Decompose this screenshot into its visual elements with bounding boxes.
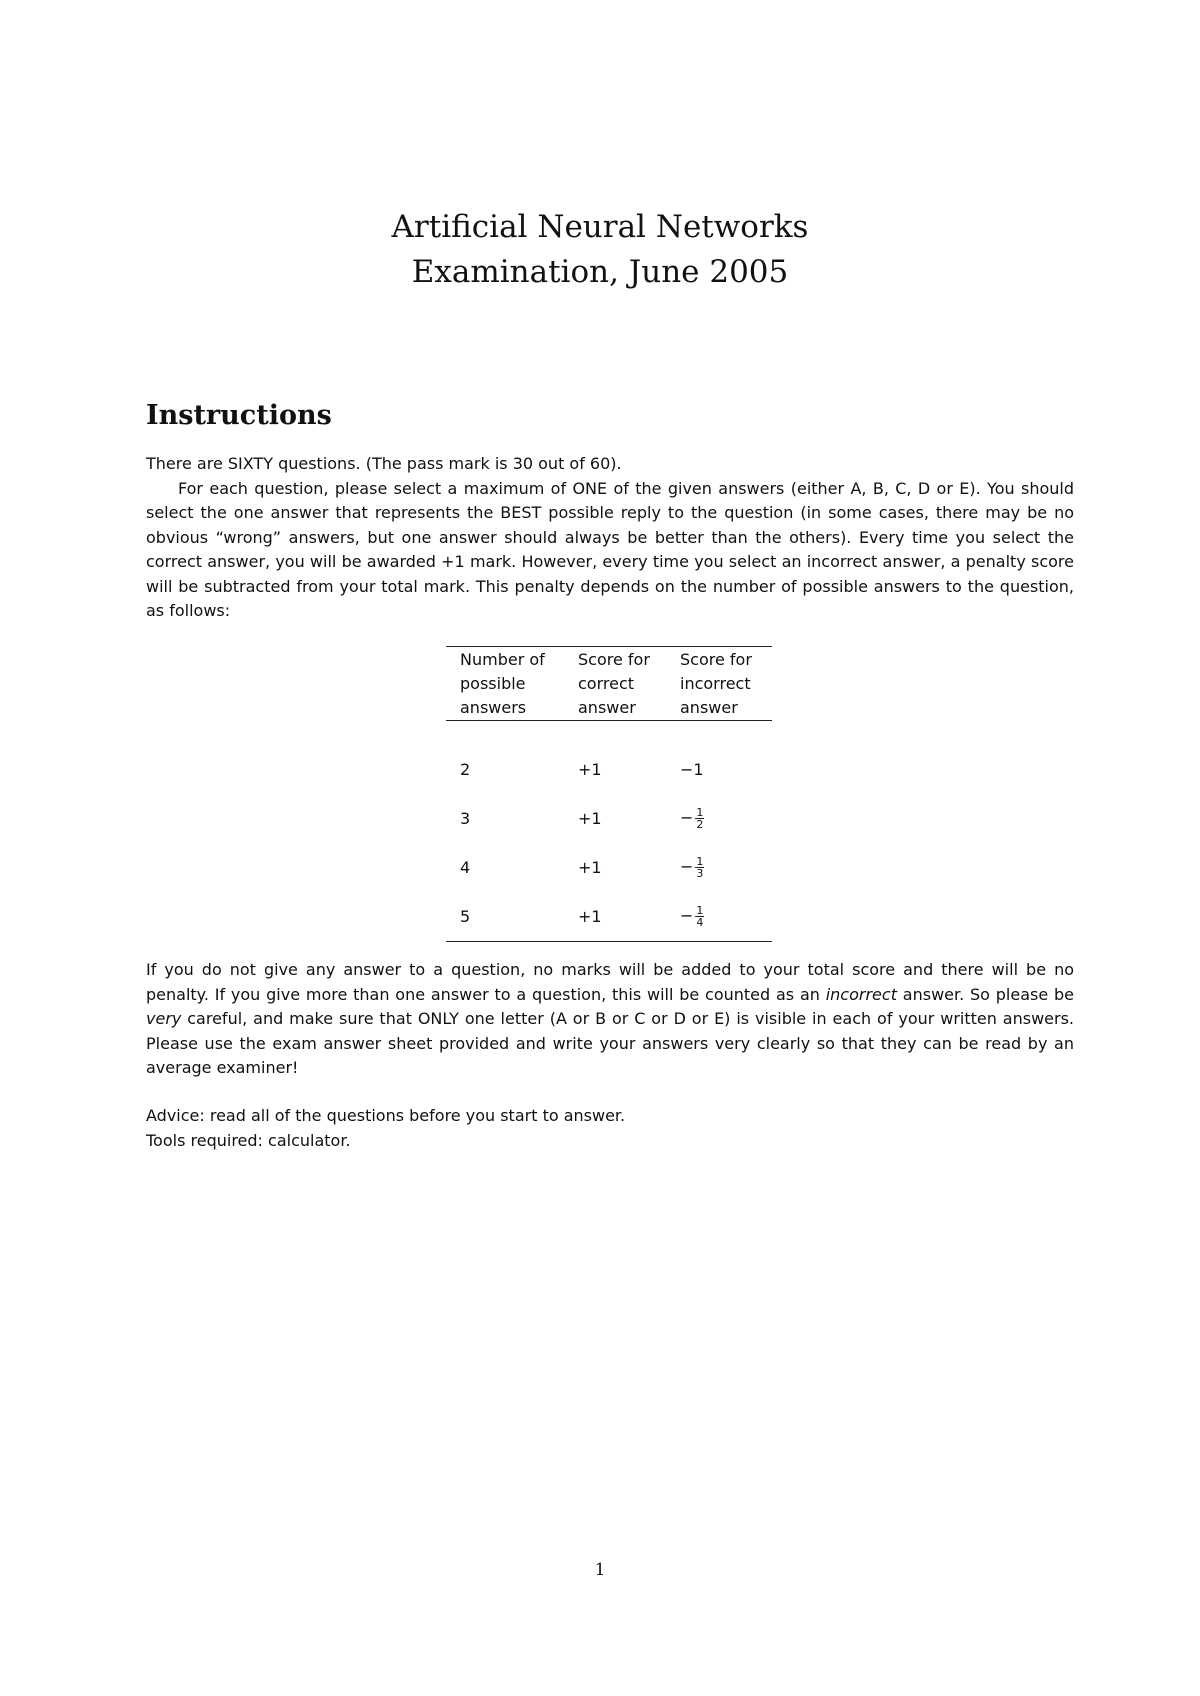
fraction-denominator: 4 bbox=[696, 916, 704, 929]
cell-score-correct: +1 bbox=[578, 858, 602, 877]
cell-possible-answers: 3 bbox=[460, 809, 471, 828]
penalty-fraction bbox=[695, 905, 704, 928]
minus-sign: − bbox=[680, 808, 694, 827]
minus-sign: − bbox=[680, 760, 694, 779]
paragraph-3: If you do not give any answer to a question, no marks will be added to your total score and there will be no penalty. If you give more than one answer to a question, this will be counted as an incorrect answer. So please be very careful, and make sure that ONLY one letter (A or B or C or D or E) is visible in each of your written answers. Please use the exam answer sheet provided and write your answers very clearly so that they can be read by an average examiner! bbox=[146, 960, 1075, 1077]
tools-line: Tools required: calculator. bbox=[146, 1130, 351, 1150]
cell-score-incorrect bbox=[680, 807, 772, 830]
cell-score-incorrect bbox=[680, 856, 772, 879]
header-possible-answers: Number of possible answers bbox=[460, 650, 545, 717]
advice-block bbox=[146, 1104, 1074, 1153]
table-row bbox=[446, 745, 772, 794]
cell-possible-answers: 4 bbox=[460, 858, 471, 877]
table-body bbox=[446, 745, 772, 941]
cell-score-incorrect bbox=[680, 905, 772, 928]
paragraph-1: There are SIXTY questions. (The pass mark is 30 out of 60). bbox=[146, 454, 622, 473]
fraction-numerator: 1 bbox=[696, 904, 704, 917]
penalty-value: 1 bbox=[693, 760, 704, 779]
fraction-denominator: 2 bbox=[696, 818, 704, 831]
cell-possible-answers: 5 bbox=[460, 907, 471, 926]
instructions-text bbox=[146, 452, 1074, 624]
cell-score-correct: +1 bbox=[578, 809, 602, 828]
table-row bbox=[446, 794, 772, 843]
penalty-fraction bbox=[695, 856, 704, 879]
cell-score-incorrect bbox=[680, 760, 772, 779]
table-row bbox=[446, 843, 772, 892]
title-line-2: Examination, June 2005 bbox=[411, 254, 789, 290]
penalty-fraction bbox=[695, 807, 704, 830]
title-line-1: Artificial Neural Networks bbox=[391, 209, 809, 245]
document-title bbox=[0, 205, 1200, 295]
table-row bbox=[446, 892, 772, 941]
table-header bbox=[446, 647, 772, 721]
fraction-denominator: 3 bbox=[696, 867, 704, 880]
header-score-incorrect: Score for incorrect answer bbox=[680, 650, 752, 717]
cell-score-correct: +1 bbox=[578, 760, 602, 779]
penalty-text bbox=[146, 958, 1074, 1081]
cell-score-correct: +1 bbox=[578, 907, 602, 926]
fraction-numerator: 1 bbox=[696, 855, 704, 868]
minus-sign: − bbox=[680, 857, 694, 876]
header-score-correct: Score for correct answer bbox=[578, 650, 650, 717]
section-heading: Instructions bbox=[146, 400, 332, 431]
paragraph-2: For each question, please select a maximum of ONE of the given answers (either A, B, C, D or E). You should select the one answer that represents the BEST possible reply to the question (in some cases, there may be no obvious “wrong” answers, but one answer should always be better than the others). Every time you select the correct answer, you will be awarded +1 mark. However, every time you select an incorrect answer, a penalty score will be subtracted from your total mark. This penalty depends on the number of possible answers to the question, as follows: bbox=[146, 478, 1074, 620]
page-number: 1 bbox=[594, 1560, 606, 1580]
cell-possible-answers: 2 bbox=[460, 760, 471, 779]
score-table bbox=[446, 646, 772, 942]
fraction-numerator: 1 bbox=[696, 806, 704, 819]
minus-sign: − bbox=[680, 906, 694, 925]
advice-line: Advice: read all of the questions before you start to answer. bbox=[146, 1106, 626, 1125]
